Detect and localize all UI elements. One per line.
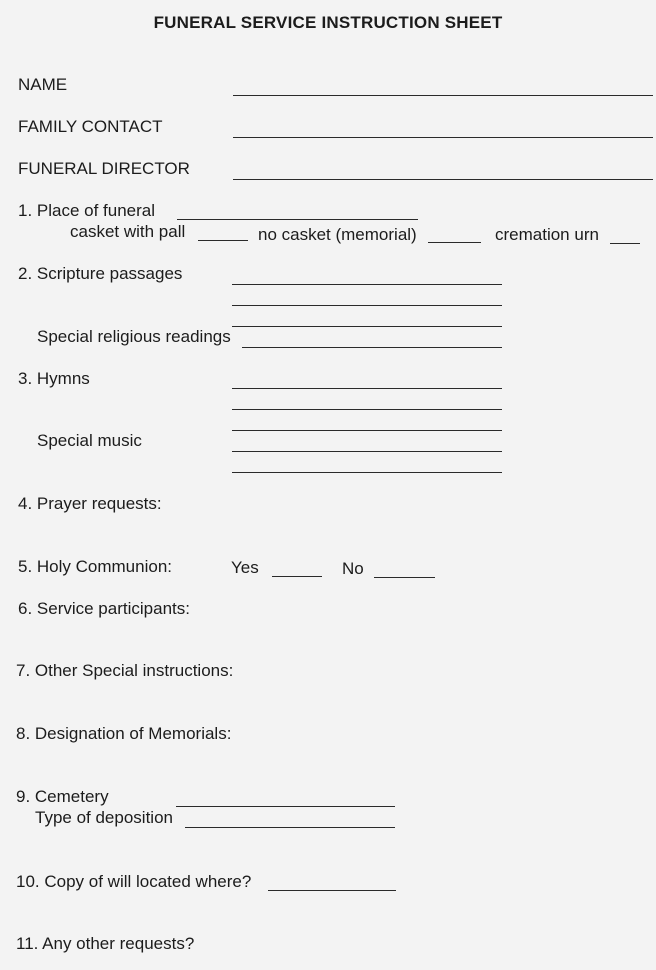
memorials-label: 8. Designation of Memorials:	[16, 724, 232, 743]
will-label: 10. Copy of will located where?	[16, 872, 252, 891]
scripture-label: 2. Scripture passages	[18, 264, 183, 283]
cemetery-line[interactable]	[176, 806, 395, 807]
scripture-line-3[interactable]	[232, 326, 502, 327]
special-music-label: Special music	[37, 431, 142, 450]
will-line[interactable]	[268, 890, 396, 891]
family-contact-line[interactable]	[233, 137, 653, 138]
communion-no-label: No	[342, 559, 364, 578]
hymns-label: 3. Hymns	[18, 369, 90, 388]
other-requests-label: 11. Any other requests?	[16, 934, 195, 953]
scripture-line-1[interactable]	[232, 284, 502, 285]
other-instructions-label: 7. Other Special instructions:	[16, 661, 234, 680]
communion-no-line[interactable]	[374, 577, 435, 578]
special-music-line-1[interactable]	[232, 451, 502, 452]
casket-with-pall-label: casket with pall	[70, 222, 186, 241]
name-line[interactable]	[233, 95, 653, 96]
place-label: 1. Place of funeral	[18, 201, 156, 220]
scripture-line-2[interactable]	[232, 305, 502, 306]
place-line[interactable]	[177, 219, 418, 220]
participants-label: 6. Service participants:	[18, 599, 190, 618]
deposition-line[interactable]	[185, 827, 395, 828]
communion-yes-line[interactable]	[272, 576, 322, 577]
communion-label: 5. Holy Communion:	[18, 557, 173, 576]
cemetery-label: 9. Cemetery	[16, 787, 109, 806]
cremation-urn-label: cremation urn	[495, 225, 599, 244]
funeral-director-line[interactable]	[233, 179, 653, 180]
form-title: FUNERAL SERVICE INSTRUCTION SHEET	[153, 13, 503, 32]
casket-with-pall-line[interactable]	[198, 240, 248, 241]
no-casket-label: no casket (memorial)	[258, 225, 417, 244]
cremation-urn-line[interactable]	[610, 243, 640, 244]
prayer-label: 4. Prayer requests:	[18, 494, 162, 513]
deposition-label: Type of deposition	[35, 808, 173, 827]
name-label: NAME	[18, 75, 68, 94]
no-casket-line[interactable]	[428, 242, 481, 243]
special-readings-line[interactable]	[242, 347, 502, 348]
special-music-line-2[interactable]	[232, 472, 502, 473]
family-contact-label: FAMILY CONTACT	[18, 117, 163, 136]
funeral-director-label: FUNERAL DIRECTOR	[18, 159, 190, 178]
hymns-line-2[interactable]	[232, 409, 502, 410]
hymns-line-3[interactable]	[232, 430, 502, 431]
communion-yes-label: Yes	[231, 558, 259, 577]
hymns-line-1[interactable]	[232, 388, 502, 389]
special-readings-label: Special religious readings	[37, 327, 231, 346]
